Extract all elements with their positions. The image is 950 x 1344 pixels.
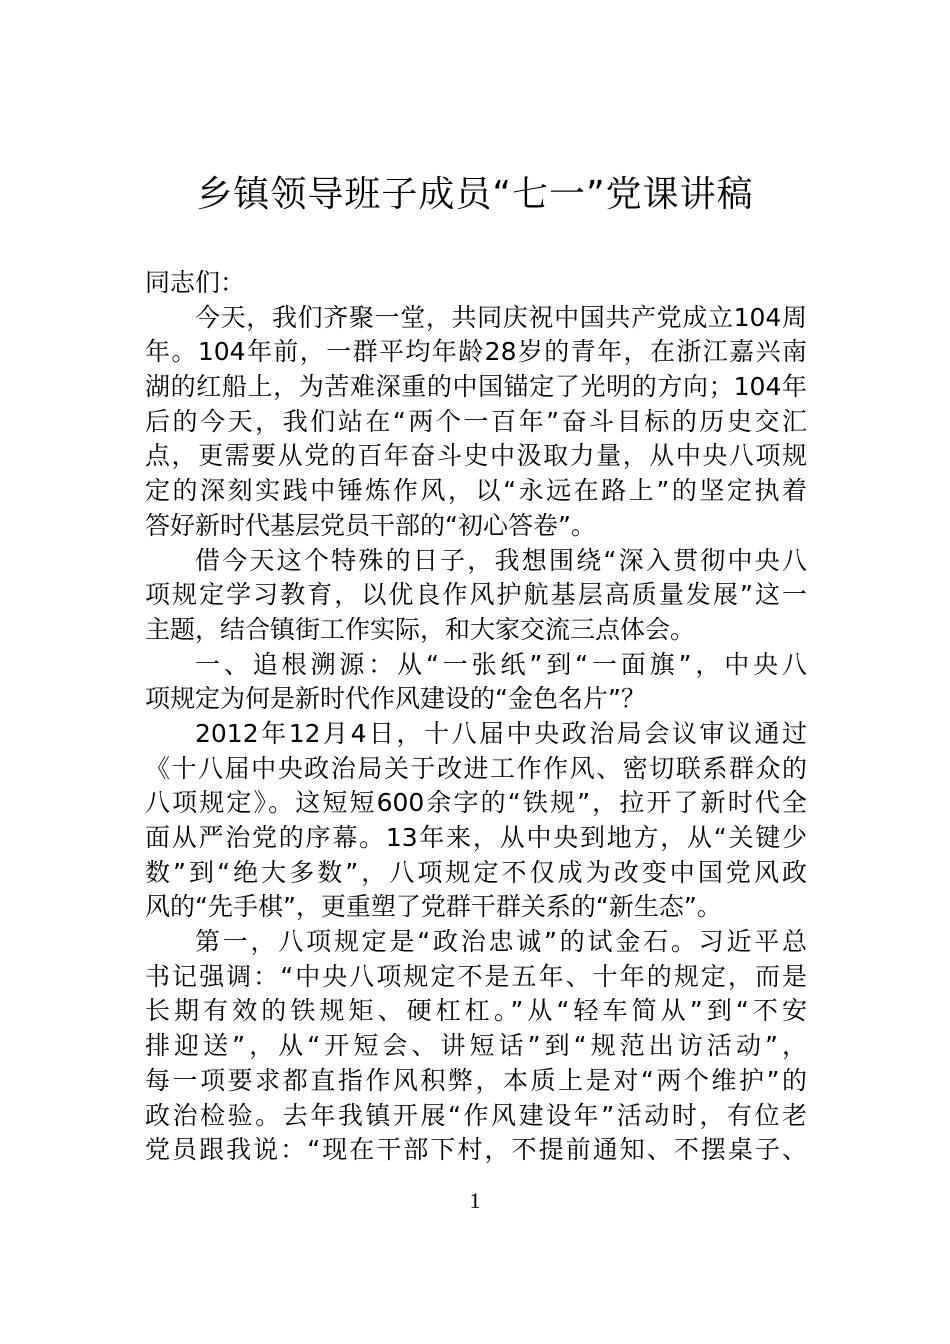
text-line: 书记强调：“中央八项规定不是五年、十年的规定，而是: [145, 961, 807, 991]
text-line: 答好新时代基层党员干部的“初心答卷”。: [145, 510, 596, 540]
document-title: 乡镇领导班子成员“七一”党课讲稿: [196, 174, 754, 215]
text-line: 点，更需要从党的百年奋斗史中汲取力量，从中央八项规: [145, 441, 807, 471]
text-line: 第一，八项规定是“政治忠诚”的试金石。习近平总: [195, 927, 807, 957]
text-line: 一、追根溯源：从“一张纸”到“一面旗”，中央八: [195, 649, 807, 679]
text-line: 八项规定》。这短短600余字的“铁规”，拉开了新时代全: [145, 788, 807, 818]
text-line: 借今天这个特殊的日子，我想围绕“深入贯彻中央八: [195, 545, 807, 575]
document-body: [145, 266, 807, 1168]
text-line: 后的今天，我们站在“两个一百年”奋斗目标的历史交汇: [145, 406, 807, 436]
text-line: 项规定为何是新时代作风建设的“金色名片”？: [145, 684, 646, 714]
text-line: 排迎送”，从“开短会、讲短话”到“规范出访活动”，: [145, 1031, 807, 1061]
text-line: 同志们：: [145, 268, 246, 297]
text-line: 党员跟我说：“现在干部下村，不提前通知、不摆桌子、: [145, 1135, 807, 1165]
text-line: 2012年12月4日，十八届中央政治局会议审议通过: [195, 718, 807, 748]
text-line: 政治检验。去年我镇开展“作风建设年”活动时，有位老: [145, 1100, 807, 1130]
text-line: 主题，结合镇街工作实际，和大家交流三点体会。: [145, 614, 696, 644]
text-line: 风的“先手棋”，更重塑了党群干群关系的“新生态”。: [145, 892, 722, 922]
text-line: 每一项要求都直指作风积弊，本质上是对“两个维护”的: [145, 1065, 807, 1095]
text-line: 面从严治党的序幕。13年来，从中央到地方，从“关键少: [145, 823, 807, 852]
text-line: 长期有效的铁规矩、硬杠杠。”从“轻车简从”到“不安: [145, 996, 807, 1026]
text-line: 今天，我们齐聚一堂，共同庆祝中国共产党成立104周: [195, 302, 807, 332]
text-line: 定的深刻实践中锤炼作风，以“永远在路上”的坚定执着: [145, 476, 807, 506]
text-line: 项规定学习教育，以优良作风护航基层高质量发展”这一: [145, 580, 807, 610]
text-line: 年。104年前，一群平均年龄28岁的青年，在浙江嘉兴南: [145, 337, 807, 367]
text-line: 《十八届中央政治局关于改进工作作风、密切联系群众的: [145, 753, 807, 783]
page-number: 1: [469, 1188, 481, 1213]
text-line: 湖的红船上，为苦难深重的中国锚定了光明的方向；104年: [145, 372, 807, 402]
text-line: 数”到“绝大多数”，八项规定不仅成为改变中国党风政: [145, 857, 807, 887]
